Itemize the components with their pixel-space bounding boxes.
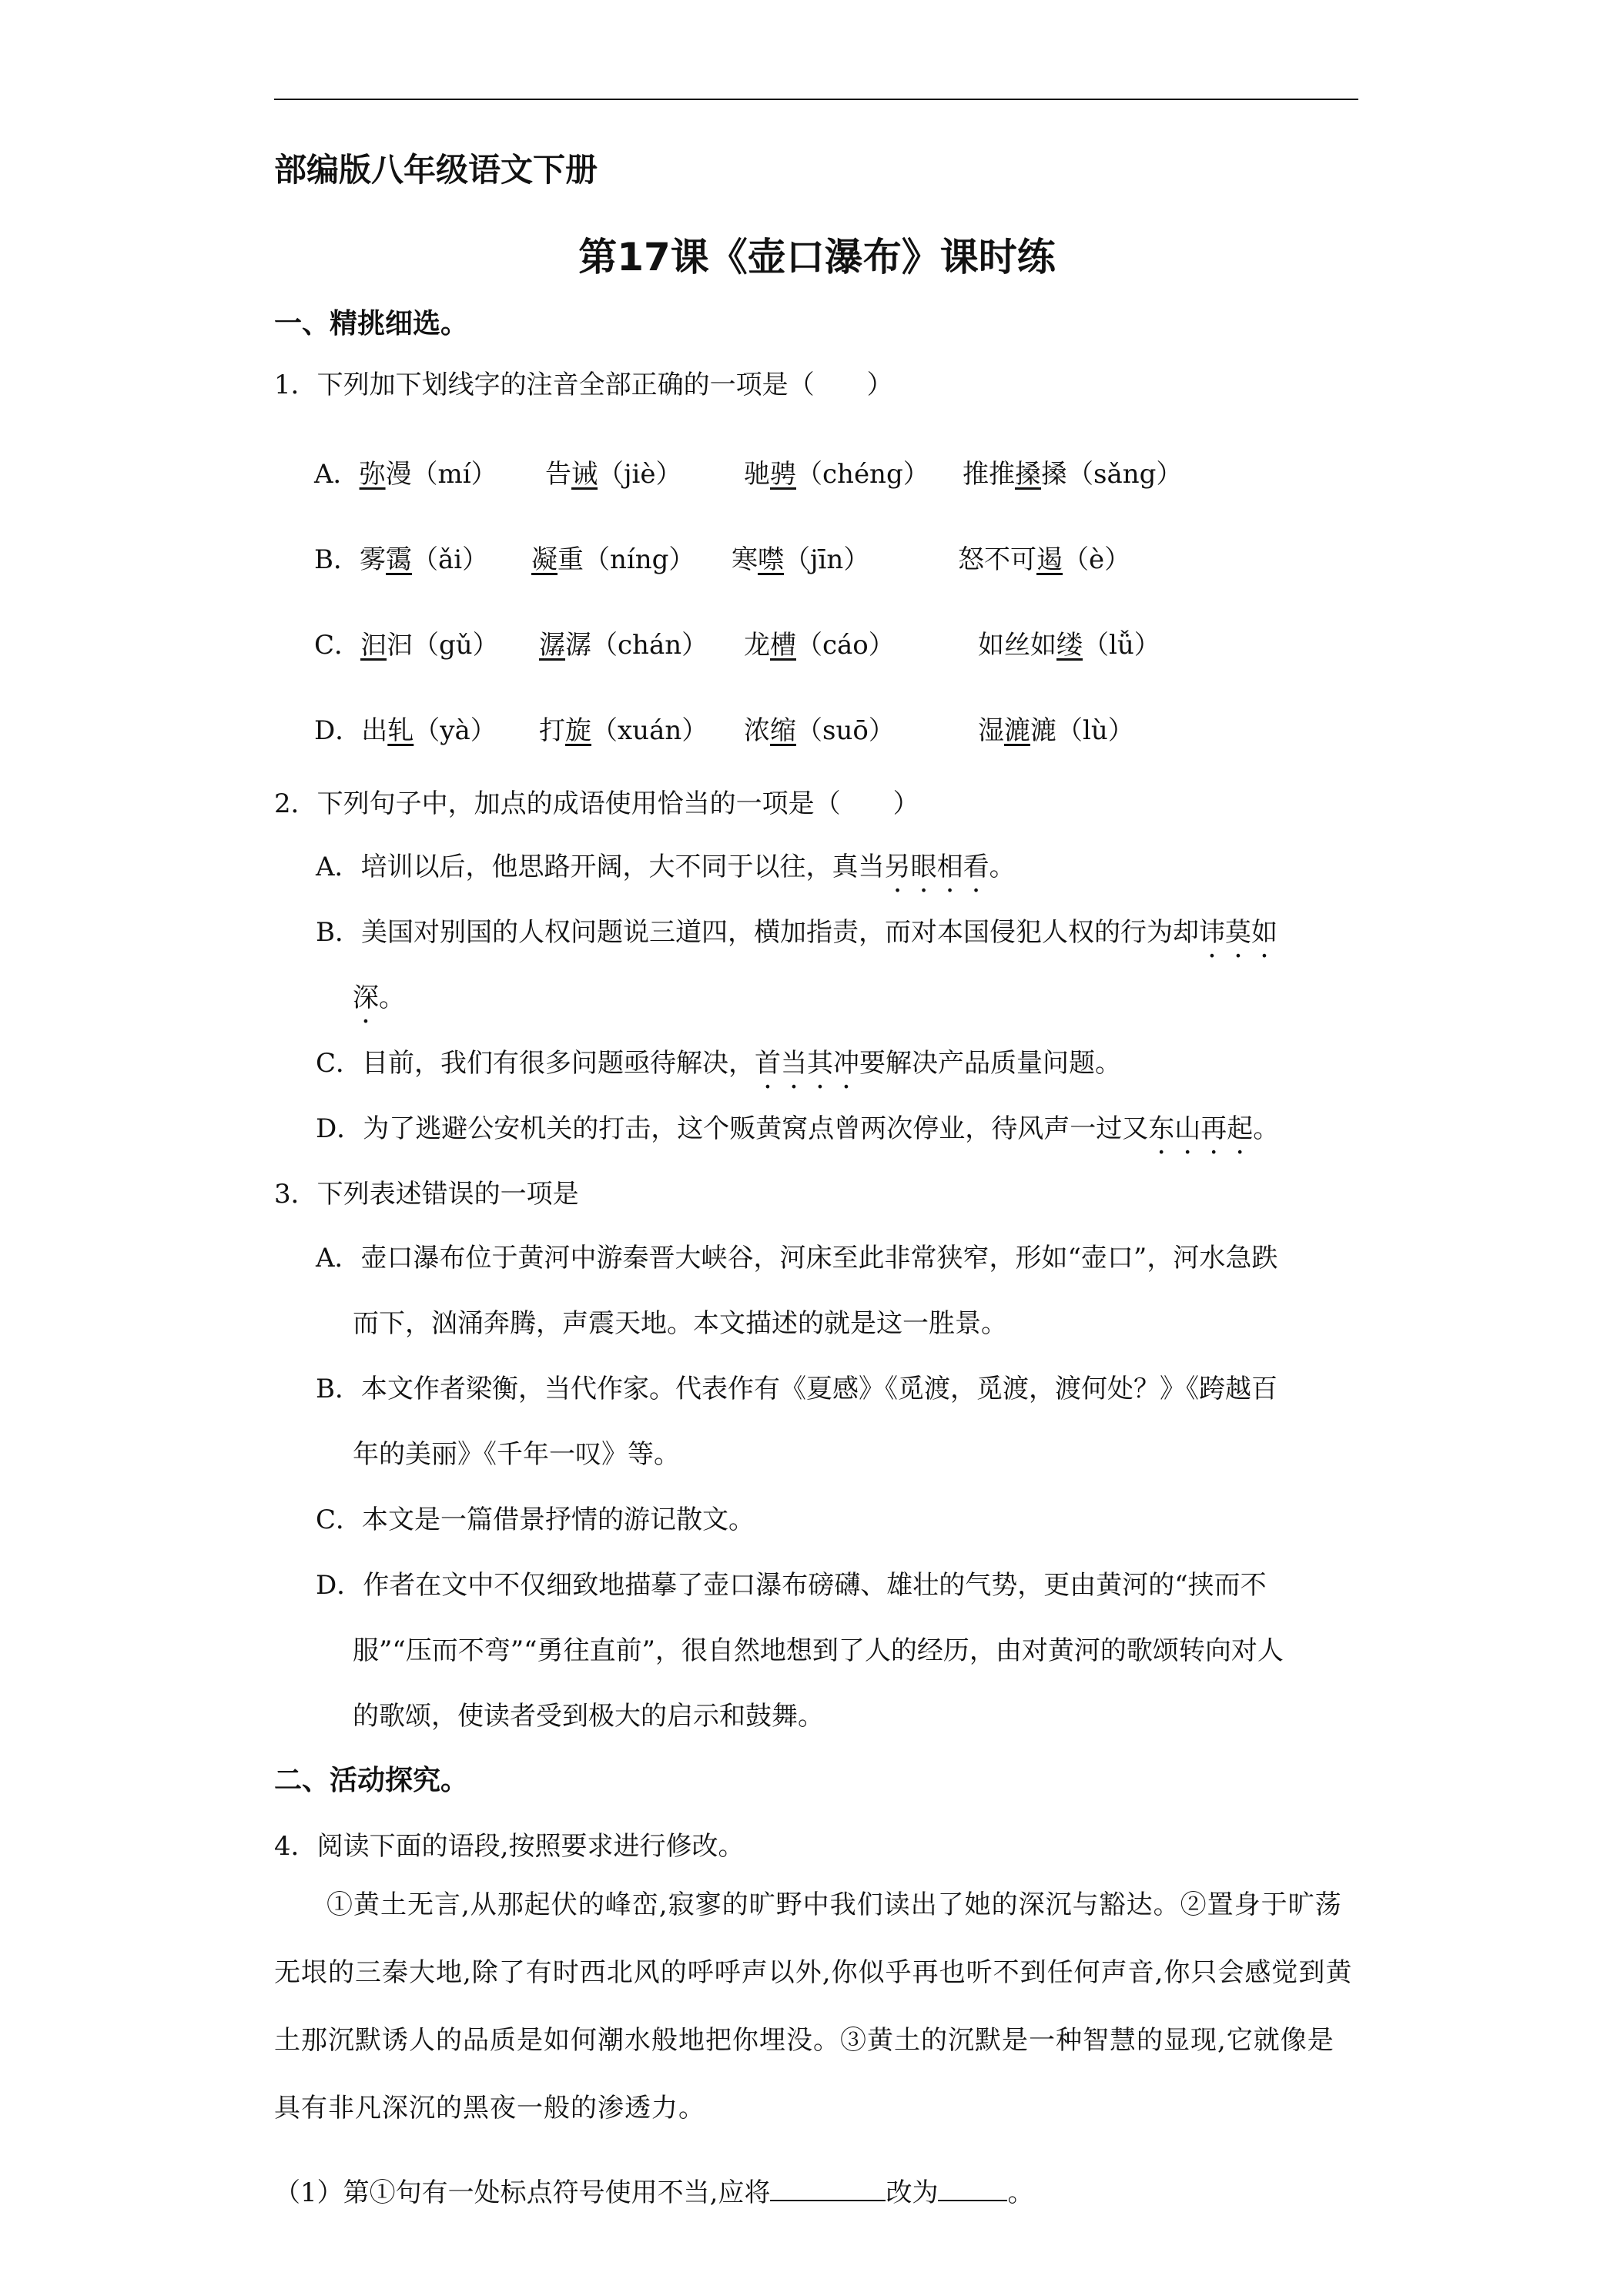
question-2-stem: 2．下列句子中，加点的成语使用恰当的一项是（ ）: [274, 788, 919, 819]
q1-option-a-word4: 推推搡搡（sǎng）: [963, 459, 1183, 490]
q3-option-b-line2: 年的美丽》《千年一叹》等。: [353, 1439, 680, 1470]
q1-option-b-word3: 寒噤（jīn）: [732, 544, 870, 575]
q3-option-c-line1: C．本文是一篇借景抒情的游记散文。: [316, 1504, 755, 1535]
q1-option-c-word2: 潺潺（chán）: [539, 630, 708, 661]
reading-passage: ①黄土无言,从那起伏的峰峦,寂寥的旷野中我们读出了她的深沉与豁达。②置身于旷荡无垠的三秦大地,除了有时西北风的呼呼声以外,你似乎再也听不到任何声音,你只会感觉到黄土那沉默诱人的品质是如何潮水般地把你埋没。③黄土的沉默是一种智慧的显现,它就像是具有非凡深沉的黑夜一般的渗透力。: [274, 1889, 1353, 2124]
q1-option-d-word3: 浓缩（suō）: [744, 715, 895, 746]
q1-option-c: C．汩汩（gǔ）: [314, 630, 499, 661]
q1-option-b-word2: 凝重（níng）: [531, 544, 695, 575]
q2-option-d: D．为了逃避公安机关的打击，这个贩黄窝点曾两次停业，待风声一过又东山再起。: [316, 1113, 1280, 1144]
answer-blank-2[interactable]: [938, 2178, 1007, 2201]
q4-subquestion-1: （1）第①句有一处标点符号使用不当,应将 改为 。: [274, 2177, 1034, 2208]
section-heading-2: 二、活动探究。: [274, 1765, 469, 1796]
q3-option-d-line3: 的歌颂，使读者受到极大的启示和鼓舞。: [353, 1701, 824, 1732]
answer-blank-1[interactable]: [770, 2178, 886, 2201]
q1-option-a: A．弥漫（mí）: [314, 459, 497, 490]
q2-option-b-cont: 深。: [353, 982, 405, 1013]
q1-option-d-word4: 湿漉漉（lù）: [978, 715, 1134, 746]
book-header: 部编版八年级语文下册: [274, 151, 598, 189]
q3-option-a-line1: A．壶口瀑布位于黄河中游秦晋大峡谷，河床至此非常狭窄，形如“壶口”，河水急跌: [316, 1243, 1278, 1274]
q3-option-b-line1: B．本文作者梁衡，当代作家。代表作有《夏感》《觅渡，觅渡，渡何处？》《跨越百: [316, 1374, 1277, 1404]
q1-option-c-word4: 如丝如缕（lǚ）: [978, 630, 1160, 661]
q1-option-d-word2: 打旋（xuán）: [539, 715, 708, 746]
q1-option-b-word4: 怒不可遏（è）: [958, 544, 1131, 575]
page-title: 第17课《壶口瀑布》课时练: [578, 235, 1056, 279]
q1-option-a-word3: 驰骋（chéng）: [744, 459, 929, 490]
q2-option-a: A．培训以后，他思路开阔，大不同于以往，真当另眼相看。: [316, 852, 1016, 882]
q2-option-b: B．美国对别国的人权问题说三道四，横加指责，而对本国侵犯人权的行为却讳莫如: [316, 917, 1277, 948]
q3-option-d-line1: D．作者在文中不仅细致地描摹了壶口瀑布磅礴、雄壮的气势，更由黄河的“挟而不: [316, 1570, 1267, 1601]
q1-option-d: D．出轧（yà）: [314, 715, 497, 746]
q1-option-b: B．雾霭（ǎi）: [314, 544, 489, 575]
q3-option-a-line2: 而下，汹涌奔腾，声震天地。本文描述的就是这一胜景。: [353, 1308, 1007, 1339]
q1-option-c-word3: 龙槽（cáo）: [744, 630, 895, 661]
section-heading-1: 一、精挑细选。: [274, 308, 469, 340]
header-rule: [274, 99, 1358, 100]
question-1-stem: 1．下列加下划线字的注音全部正确的一项是（ ）: [274, 370, 893, 400]
q2-option-c: C．目前，我们有很多问题亟待解决，首当其冲要解决产品质量问题。: [316, 1048, 1122, 1079]
question-4-stem: 4．阅读下面的语段,按照要求进行修改。: [274, 1831, 745, 1862]
q1-option-a-word2: 告诫（jiè）: [545, 459, 682, 490]
question-3-stem: 3．下列表述错误的一项是: [274, 1179, 579, 1210]
q3-option-d-line2: 服”“压而不弯”“勇往直前”，很自然地想到了人的经历，由对黄河的歌颂转向对人: [353, 1635, 1284, 1666]
